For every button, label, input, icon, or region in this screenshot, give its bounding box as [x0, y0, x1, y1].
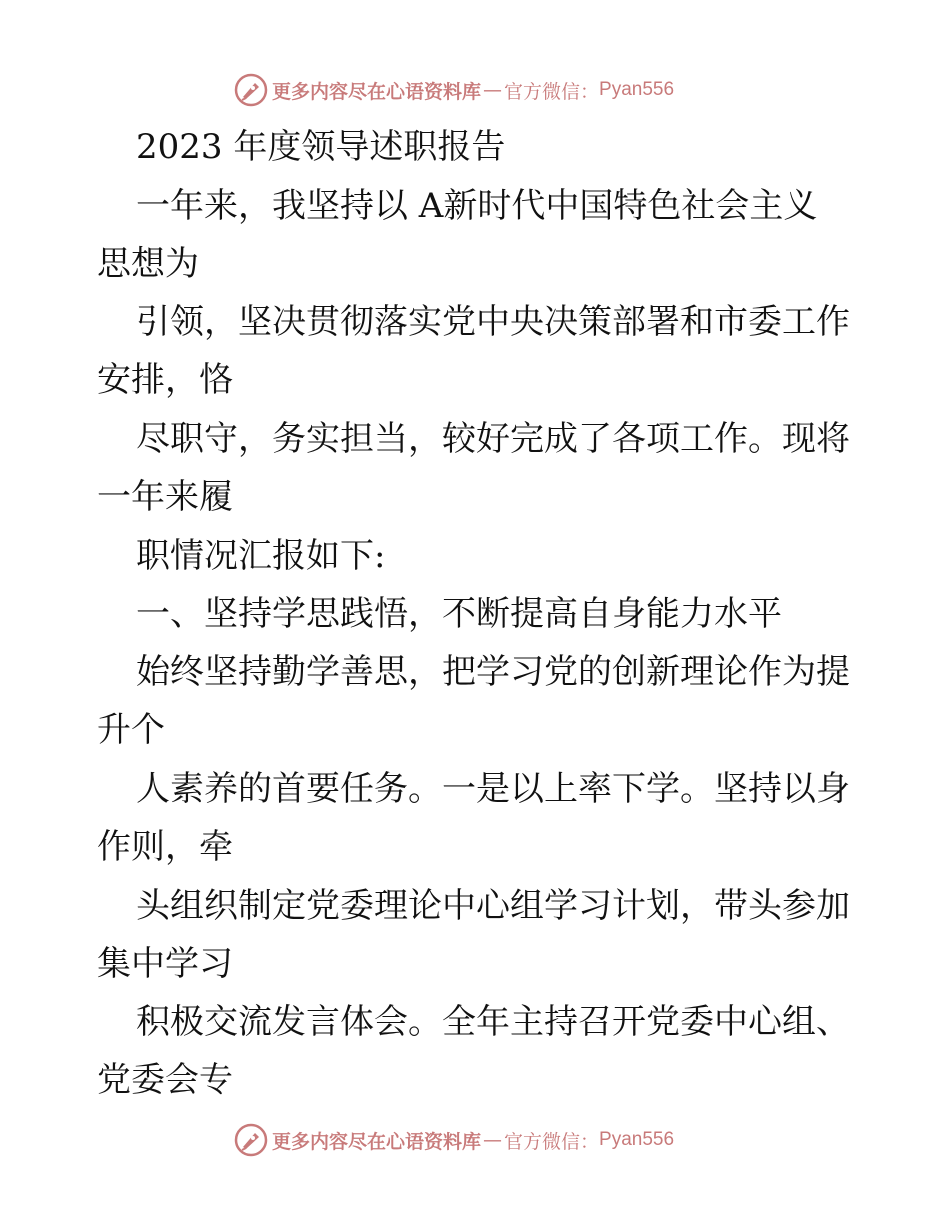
section-heading: 一、坚持学思践悟，不断提高自身能力水平	[136, 594, 782, 634]
text-line: 思想为	[97, 244, 199, 284]
banner-text: 更多内容尽在心语资料库	[272, 1130, 482, 1153]
footer-watermark-banner	[234, 1120, 674, 1160]
text-line: 积极交流发言体会。全年主持召开党委中心组、	[136, 1002, 850, 1042]
text-line: 一年来履	[97, 477, 233, 517]
text-line: 一年来，我坚持以 A新时代中国特色社会主义	[136, 186, 818, 226]
text-line: 集中学习	[97, 944, 233, 984]
text-line: 始终坚持勤学善思，把学习党的创新理论作为提	[136, 652, 850, 692]
pen-nib-logo-icon	[234, 1123, 268, 1157]
banner-dash: —	[483, 79, 503, 101]
text-line: 升个	[97, 710, 165, 750]
document-title: 2023 年度领导述职报告	[136, 127, 506, 167]
text-line: 党委会专	[97, 1060, 233, 1100]
pen-nib-logo-icon	[234, 73, 268, 107]
text-line: 职情况汇报如下:	[136, 536, 386, 576]
text-line: 头组织制定党委理论中心组学习计划，带头参加	[136, 886, 850, 926]
banner-wechat-label: 官方微信：	[504, 80, 600, 103]
banner-wechat-id: Pyan556	[599, 1129, 675, 1150]
header-watermark-banner	[234, 70, 674, 110]
text-line: 人素养的首要任务。一是以上率下学。坚持以身	[136, 769, 850, 809]
text-line: 安排，恪	[97, 360, 233, 400]
banner-wechat-label: 官方微信：	[504, 1130, 600, 1153]
banner-dash: —	[483, 1129, 503, 1151]
text-line: 作则，牵	[97, 827, 233, 867]
banner-wechat-id: Pyan556	[599, 79, 675, 100]
text-line: 尽职守，务实担当，较好完成了各项工作。现将	[136, 419, 850, 459]
banner-text: 更多内容尽在心语资料库	[272, 80, 482, 103]
text-line: 引领，坚决贯彻落实党中央决策部署和市委工作	[136, 302, 850, 342]
